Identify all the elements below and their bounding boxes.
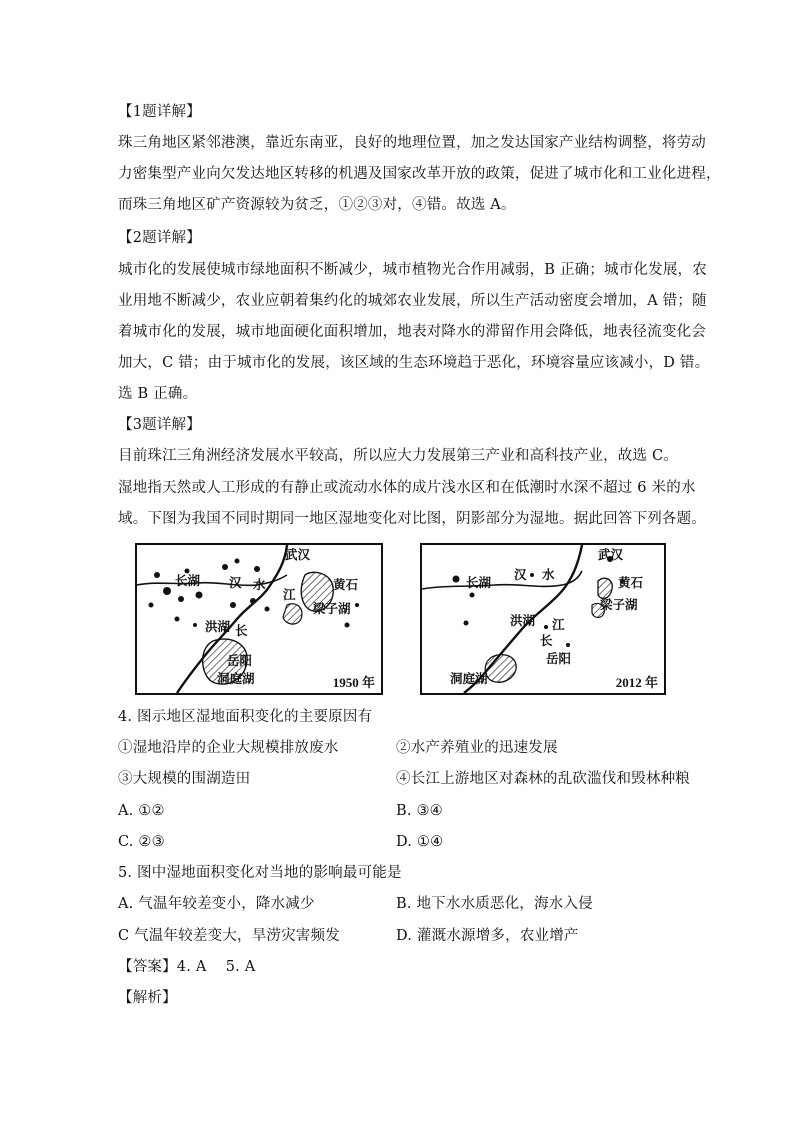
map2-label-changhu: 长湖 (466, 575, 492, 590)
q1-text-line: 而珠三角地区矿产资源较为贫乏，①②③对，④错。故选 A。 (118, 197, 516, 213)
map2-label-jiang: 江 (552, 617, 565, 632)
map1-label-changhu: 长湖 (175, 573, 201, 588)
q4-option-d: D. ①④ (396, 834, 444, 850)
map2-label-honghu: 洪湖 (510, 613, 536, 628)
q4-item: ③大规模的围湖造田 (118, 771, 251, 787)
q5-option-a: A. 气温年较差变小，降水减少 (118, 896, 315, 912)
map1-label-huangshi: 黄石 (333, 577, 359, 592)
q1-heading: 【1题详解】 (118, 104, 201, 120)
map2-label-yueyang: 岳阳 (546, 651, 572, 666)
map2-label-dongtinghu: 洞庭湖 (450, 671, 488, 686)
q4-option-a: A. ①② (118, 803, 165, 819)
map2-label-chang: 长 (540, 633, 553, 648)
q3-text-line: 域。下图为我国不同时期同一地区湿地变化对比图，阴影部分为湿地。据此回答下列各题。 (118, 511, 706, 527)
map1-label-han: 汉 (229, 575, 242, 590)
map2-label-han: 汉 (514, 567, 527, 582)
map2-label-huangshi: 黄石 (618, 575, 644, 590)
q5-option-b: B. 地下水水质恶化，海水入侵 (396, 896, 593, 912)
wetland-map-1950 (135, 543, 383, 695)
map1-label-shui: 水 (253, 577, 266, 592)
map1-label-chang: 长 (235, 623, 248, 638)
analysis-heading: 【解析】 (118, 990, 177, 1006)
map1-label-yueyang: 岳阳 (227, 653, 253, 668)
q4-stem: 4. 图示地区湿地面积变化的主要原因有 (118, 709, 373, 725)
map2-label-wuhan: 武汉 (598, 547, 624, 562)
q2-heading: 【2题详解】 (118, 230, 201, 246)
q4-item: ④长江上游地区对森林的乱砍滥伐和毁林种粮 (396, 771, 690, 787)
map1-label-wuhan: 武汉 (285, 547, 311, 562)
q5-option-c: C 气温年较差变大，旱涝灾害频发 (118, 928, 340, 944)
q2-text-line: 着城市化的发展，城市地面硬化面积增加，地表对降水的滞留作用会降低，地表径流变化会 (118, 324, 706, 340)
map1-label-liangzihu: 梁子湖 (313, 601, 351, 616)
map1-label-honghu: 洪湖 (205, 619, 231, 634)
map2-label-shui: 水 (542, 567, 555, 582)
q3-text-line: 目前珠江三角洲经济发展水平较高，所以应大力发展第三产业和高科技产业，故选 C。 (118, 448, 679, 464)
map2-year: 2012 年 (615, 675, 658, 690)
q3-heading: 【3题详解】 (118, 417, 201, 433)
q5-option-d: D. 灌溉水源增多，农业增产 (396, 928, 579, 944)
q2-text-line: 城市化的发展使城市绿地面积不断减少，城市植物光合作用减弱，B 正确；城市化发展，农 (118, 262, 707, 278)
map1-label-jiang: 江 (283, 587, 296, 602)
q5-stem: 5. 图中湿地面积变化对当地的影响最可能是 (118, 865, 402, 881)
q4-option-c: C. ②③ (118, 834, 165, 850)
q4-item: ②水产养殖业的迅速发展 (396, 740, 558, 756)
q4-item: ①湿地沿岸的企业大规模排放废水 (118, 740, 339, 756)
q2-text-line: 业用地不断减少，农业应朝着集约化的城郊农业发展，所以生产活动密度会增加，A 错；随 (118, 293, 707, 309)
map-1950-drawing (137, 545, 381, 693)
map1-year: 1950 年 (332, 675, 375, 690)
map2-label-liangzihu: 梁子湖 (600, 597, 638, 612)
q2-text-line: 选 B 正确。 (118, 386, 198, 402)
q4-option-b: B. ③④ (396, 803, 443, 819)
q2-text-line: 加大，C 错；由于城市化的发展，该区域的生态环境趋于恶化，环境容量应该减小，D 错。 (118, 355, 710, 371)
q3-text-line: 湿地指天然或人工形成的有静止或流动水体的成片浅水区和在低潮时水深不超过 6 米的水 (118, 480, 696, 496)
wetland-map-2012 (420, 543, 666, 695)
q1-text-line: 力密集型产业向欠发达地区转移的机遇及国家改革开放的政策，促进了城市化和工业化进程， (118, 166, 721, 182)
map1-label-dongtinghu: 洞庭湖 (217, 671, 255, 686)
answer-line: 【答案】4. A 5. A (118, 959, 256, 975)
q1-text-line: 珠三角地区紧邻港澳，靠近东南亚，良好的地理位置，加之发达国家产业结构调整，将劳动 (118, 135, 706, 151)
